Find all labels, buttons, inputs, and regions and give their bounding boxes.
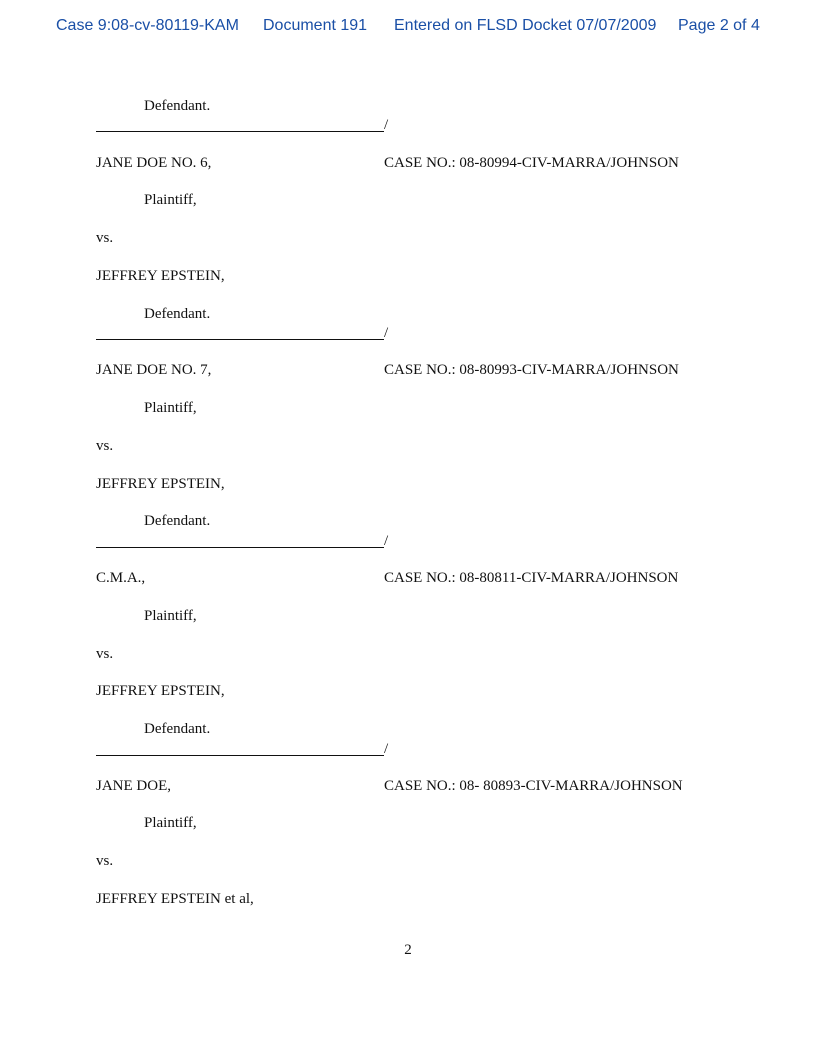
docket-header — [0, 17, 816, 39]
header-page-count: Page 2 of 4 — [678, 17, 760, 34]
defendant-name: JEFFREY EPSTEIN, — [96, 268, 225, 284]
header-case-number: Case 9:08-cv-80119-KAM — [56, 17, 239, 34]
defendant-label: Defendant. — [144, 721, 211, 737]
header-docket-entry: Entered on FLSD Docket 07/07/2009 — [394, 17, 657, 34]
caption-separator-slash: / — [384, 741, 389, 757]
page-number: 2 — [404, 942, 412, 958]
plaintiff-name: JANE DOE, — [96, 778, 171, 794]
caption-separator-line — [96, 131, 384, 132]
case-number: CASE NO.: 08-80811-CIV-MARRA/JOHNSON — [384, 570, 679, 586]
caption-separator-line — [96, 339, 384, 340]
header-document-number: Document 191 — [263, 17, 368, 34]
plaintiff-name: JANE DOE NO. 7, — [96, 362, 212, 378]
versus-label: vs. — [96, 853, 114, 869]
defendant-label: Defendant. — [144, 513, 211, 529]
defendant-label: Defendant. — [144, 306, 211, 322]
caption-separator-slash: / — [384, 325, 389, 341]
case-number: CASE NO.: 08-80994-CIV-MARRA/JOHNSON — [384, 155, 679, 171]
plaintiff-name: JANE DOE NO. 6, — [96, 155, 212, 171]
versus-label: vs. — [96, 646, 114, 662]
case-number: CASE NO.: 08-80993-CIV-MARRA/JOHNSON — [384, 362, 679, 378]
defendant-name: JEFFREY EPSTEIN, — [96, 476, 225, 492]
defendant-label: Defendant. — [144, 98, 211, 114]
caption-separator-slash: / — [384, 117, 389, 133]
plaintiff-label: Plaintiff, — [144, 400, 197, 416]
plaintiff-name: C.M.A., — [96, 570, 146, 586]
caption-separator-line — [96, 547, 384, 548]
versus-label: vs. — [96, 230, 114, 246]
plaintiff-label: Plaintiff, — [144, 815, 197, 831]
case-number: CASE NO.: 08- 80893-CIV-MARRA/JOHNSON — [384, 778, 683, 794]
versus-label: vs. — [96, 438, 114, 454]
plaintiff-label: Plaintiff, — [144, 192, 197, 208]
caption-separator-line — [96, 755, 384, 756]
plaintiff-label: Plaintiff, — [144, 608, 197, 624]
caption-separator-slash: / — [384, 533, 389, 549]
defendant-name: JEFFREY EPSTEIN et al, — [96, 891, 254, 907]
defendant-name: JEFFREY EPSTEIN, — [96, 683, 225, 699]
